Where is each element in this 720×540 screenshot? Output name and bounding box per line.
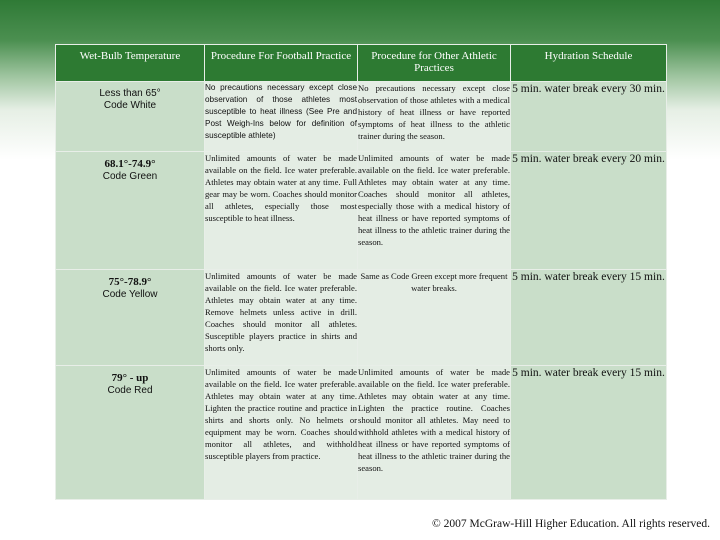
hydration-schedule-text: 5 min. water break every 20 min.	[511, 152, 667, 270]
other-procedure-text: Unlimited amounts of water be made available on the field. Ice water preferable. Athletes may obtain water at any time. Coaches should monitor all athletes, especially those with a medical history of heat illness or have reported symptoms of heat illness to the athletic trainer during the season.	[358, 152, 511, 270]
other-procedure-text: Unlimited amounts of water be made available on the field. Ice water preferable. Athletes may obtain water at any time. Lighten the practice routine. Coaches should monitor all athletes. May need to withhold athletes with a medical history of heat illness or have reported symptoms of heat illness to the athletic trainer during the season.	[358, 366, 511, 500]
temperature-zone-cell	[56, 152, 205, 270]
table-row-code-yellow	[56, 270, 667, 366]
football-procedure-text: Unlimited amounts of water be made available on the field. Ice water preferable. Athletes may obtain water at any time. Full gear may be worn. Coaches should monitor all athletes, especially those most susceptible to heat illness.	[205, 152, 358, 270]
header-other-procedure: Procedure for Other Athletic Practices	[358, 45, 511, 82]
heat-code-label: Code White	[103, 100, 157, 111]
header-football-procedure: Procedure For Football Practice	[205, 45, 358, 82]
football-procedure-text: Unlimited amounts of water be made available on the field. Ice water preferable. Athletes may obtain water at any time. Lighten the practice routine and practice in shirts and shorts only. No helmets or equipment may be worn. Coaches should monitor all athletes, and withhold susceptible players from practice.	[205, 366, 358, 500]
temperature-zone-cell	[56, 270, 205, 366]
table-row-code-white	[56, 82, 667, 152]
hydration-schedule-text: 5 min. water break every 15 min.	[511, 366, 667, 500]
temperature-range: Less than 65°	[99, 88, 161, 99]
heat-code-label: Code Red	[107, 385, 153, 396]
football-procedure-text: No precautions necessary except close observation of those athletes most susceptible to heat illness (See Pre and Post Weigh-Ins below for definition of susceptible athlete)	[205, 82, 358, 152]
heat-code-label: Code Yellow	[102, 289, 158, 300]
table-header-row	[56, 45, 667, 82]
heat-code-label: Code Green	[102, 171, 158, 182]
temperature-zone-cell	[56, 82, 205, 152]
temperature-range: 75°-78.9°	[108, 276, 152, 288]
header-hydration-schedule: Hydration Schedule	[511, 45, 667, 82]
other-procedure-text: No precautions necessary except close observation of those athletes with a medical history of heat illness or have reported symptoms of heat illness to the athletic trainer during the season.	[358, 82, 511, 152]
table-row-code-green	[56, 152, 667, 270]
table-row-code-red	[56, 366, 667, 500]
temperature-range: 79° - up	[111, 372, 149, 384]
other-procedure-text: Same as Code Green except more frequent water breaks.	[358, 270, 511, 366]
copyright-notice: © 2007 McGraw-Hill Higher Education. All rights reserved.	[432, 518, 710, 530]
header-wet-bulb-temperature: Wet-Bulb Temperature	[56, 45, 205, 82]
football-procedure-text: Unlimited amounts of water be made available on the field. Ice water preferable. Athletes may obtain water at any time. Remove helmets unless active in drill. Coaches should monitor all athletes. Susceptible players practice in shirts and shorts only.	[205, 270, 358, 366]
hydration-schedule-text: 5 min. water break every 30 min.	[511, 82, 667, 152]
temperature-range: 68.1°-74.9°	[104, 158, 156, 170]
hydration-schedule-text: 5 min. water break every 15 min.	[511, 270, 667, 366]
heat-guidelines-table	[55, 44, 667, 500]
temperature-zone-cell	[56, 366, 205, 500]
